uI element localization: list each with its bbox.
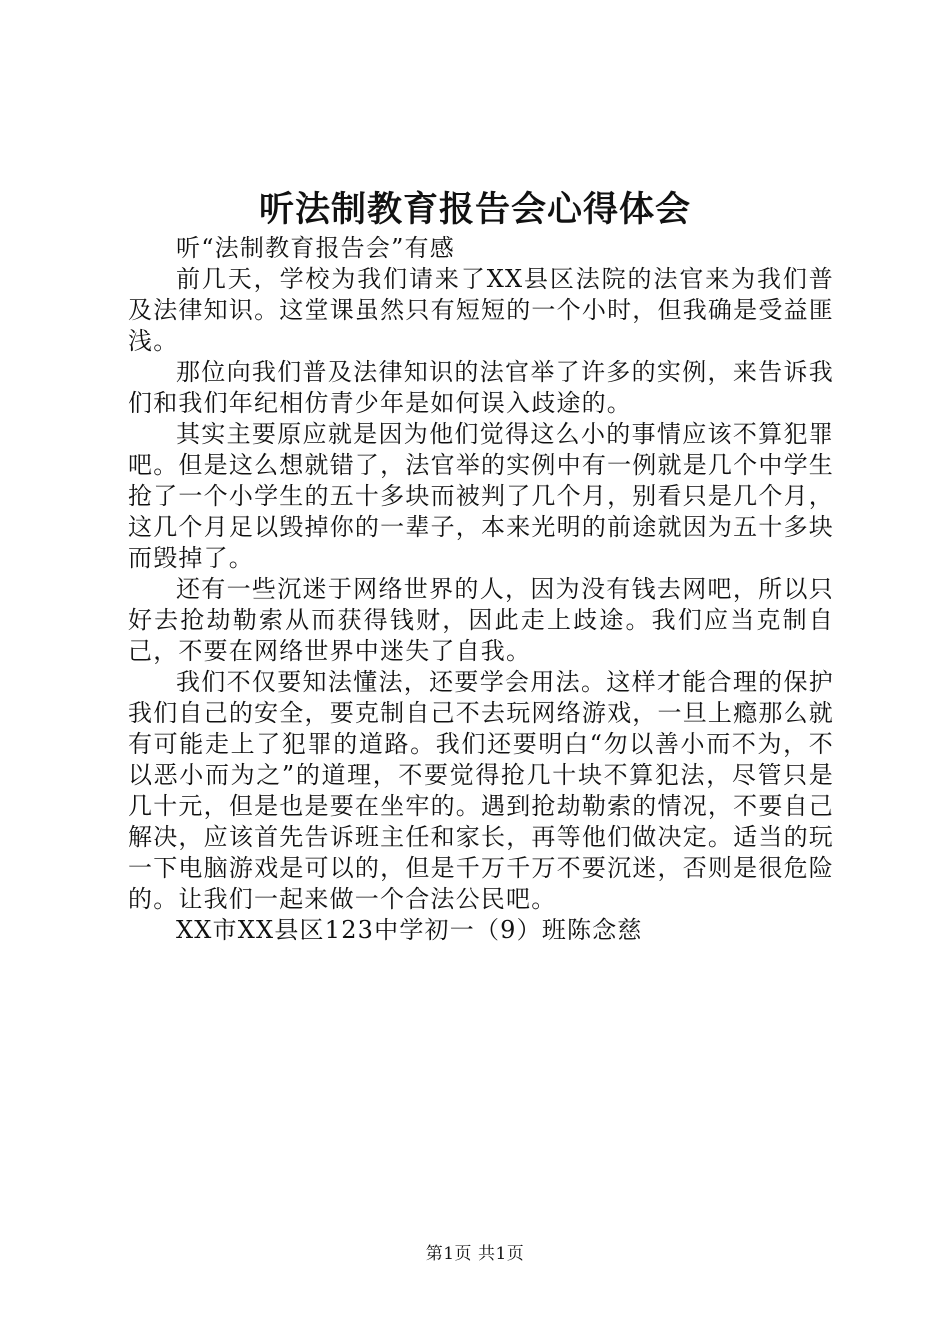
body-paragraph: 其实主要原应就是因为他们觉得这么小的事情应该不算犯罪吧。但是这么想就错了，法官举的实例中有一例就是几个中学生抢了一个小学生的五十多块而被判了几个月，别看只是几个月，这几个月足以毁掉你的一辈子，本来光明的前途就因为五十多块而毁掉了。: [128, 420, 834, 572]
document-body: [128, 233, 834, 946]
author-signature: XX市XX县区123中学初一（9）班陈念慈: [176, 916, 643, 944]
page-number-footer: 第1页 共1页: [425, 1244, 525, 1264]
document-title: 听法制教育报告会心得体会: [258, 189, 691, 230]
body-paragraph: 那位向我们普及法律知识的法官举了许多的实例，来告诉我们和我们年纪相仿青少年是如何误入歧途的。: [128, 358, 834, 417]
body-paragraph: 我们不仅要知法懂法，还要学会用法。这样才能合理的保护我们自己的安全，要克制自己不去玩网络游戏，一旦上瘾那么就有可能走上了犯罪的道路。我们还要明白“勿以善小而不为，不以恶小而为之”的道理，不要觉得抢几十块不算犯法，尽管只是几十元，但是也是要在坐牢的。遇到抢劫勒索的情况，不要自己解决，应该首先告诉班主任和家长，再等他们做决定。适当的玩一下电脑游戏是可以的，但是千万千万不要沉迷，否则是很危险的。让我们一起来做一个合法公民吧。: [128, 668, 834, 913]
subtitle-paragraph: 听“法制教育报告会”有感: [176, 234, 455, 262]
body-paragraph: 前几天，学校为我们请来了XX县区法院的法官来为我们普及法律知识。这堂课虽然只有短短的一个小时，但我确是受益匪浅。: [128, 265, 834, 355]
body-paragraph: 还有一些沉迷于网络世界的人，因为没有钱去网吧，所以只好去抢劫勒索从而获得钱财，因此走上歧途。我们应当克制自己，不要在网络世界中迷失了自我。: [128, 575, 834, 665]
